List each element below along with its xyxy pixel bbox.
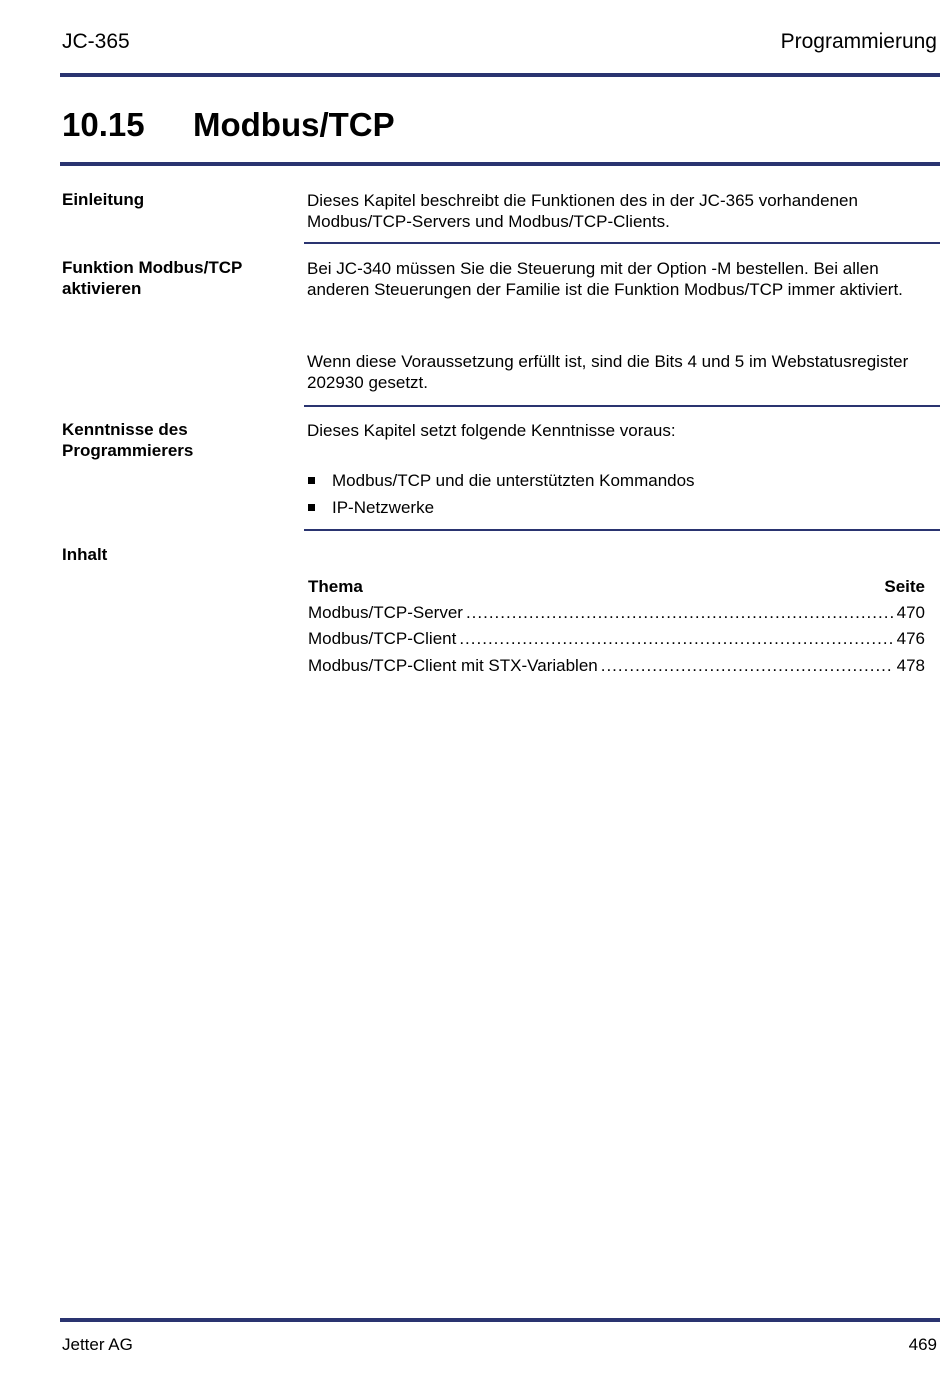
toc-leader	[459, 628, 893, 649]
toc-page: 476	[896, 629, 925, 648]
header-section: Programmierung	[780, 30, 937, 53]
label-aktivieren: Funktion Modbus/TCP aktivieren	[62, 258, 243, 298]
list-item	[307, 497, 927, 518]
chapter-number: 10.15	[62, 106, 145, 143]
toc-col-topic: Thema	[308, 577, 363, 596]
list-item-text: Modbus/TCP und die unterstützten Kommandos	[332, 471, 695, 490]
title-rule	[60, 162, 940, 166]
label-kenntnisse: Kenntnisse des Programmierers	[62, 420, 194, 460]
footer-rule	[60, 1318, 940, 1322]
header-rule	[60, 73, 940, 77]
chapter-title: Modbus/TCP	[193, 106, 395, 143]
divider-einleitung	[304, 242, 940, 244]
toc-row[interactable]	[308, 628, 925, 649]
divider-kenntnisse	[304, 529, 940, 531]
toc-row[interactable]	[308, 602, 925, 623]
text-aktivieren-1: Bei JC-340 müssen Sie die Steuerung mit der Option -M bestellen. Bei allen anderen Steuerungen der Familie ist die Funktion Modbus/TCP immer aktiviert.	[307, 259, 903, 299]
toc-row[interactable]	[308, 655, 925, 676]
text-einleitung: Dieses Kapitel beschreibt die Funktionen des in der JC-365 vorhandenen Modbus/TCP-Servers und Modbus/TCP-Clients.	[307, 191, 858, 231]
page-number: 469	[908, 1335, 937, 1354]
toc-topic: Modbus/TCP-Server	[308, 603, 463, 622]
text-aktivieren-2: Wenn diese Voraussetzung erfüllt ist, sind die Bits 4 und 5 im Webstatusregister 202930 gesetzt.	[307, 352, 909, 392]
divider-aktivieren	[304, 405, 940, 407]
toc-topic: Modbus/TCP-Client	[308, 629, 457, 648]
bullet-icon	[308, 504, 315, 511]
toc-leader	[466, 602, 894, 623]
toc-topic: Modbus/TCP-Client mit STX-Variablen	[308, 656, 598, 675]
text-kenntnisse-intro: Dieses Kapitel setzt folgende Kenntnisse voraus:	[307, 421, 676, 440]
list-item	[307, 470, 927, 491]
bullet-icon	[308, 477, 315, 484]
toc-page: 478	[896, 656, 925, 675]
toc-page: 470	[896, 603, 925, 622]
label-inhalt: Inhalt	[62, 545, 108, 564]
footer-company: Jetter AG	[62, 1335, 133, 1354]
toc-header	[308, 576, 925, 597]
toc-col-page: Seite	[884, 577, 925, 596]
header-product: JC-365	[62, 30, 130, 53]
list-item-text: IP-Netzwerke	[332, 498, 435, 517]
label-einleitung: Einleitung	[62, 190, 145, 209]
toc-leader	[601, 655, 894, 676]
